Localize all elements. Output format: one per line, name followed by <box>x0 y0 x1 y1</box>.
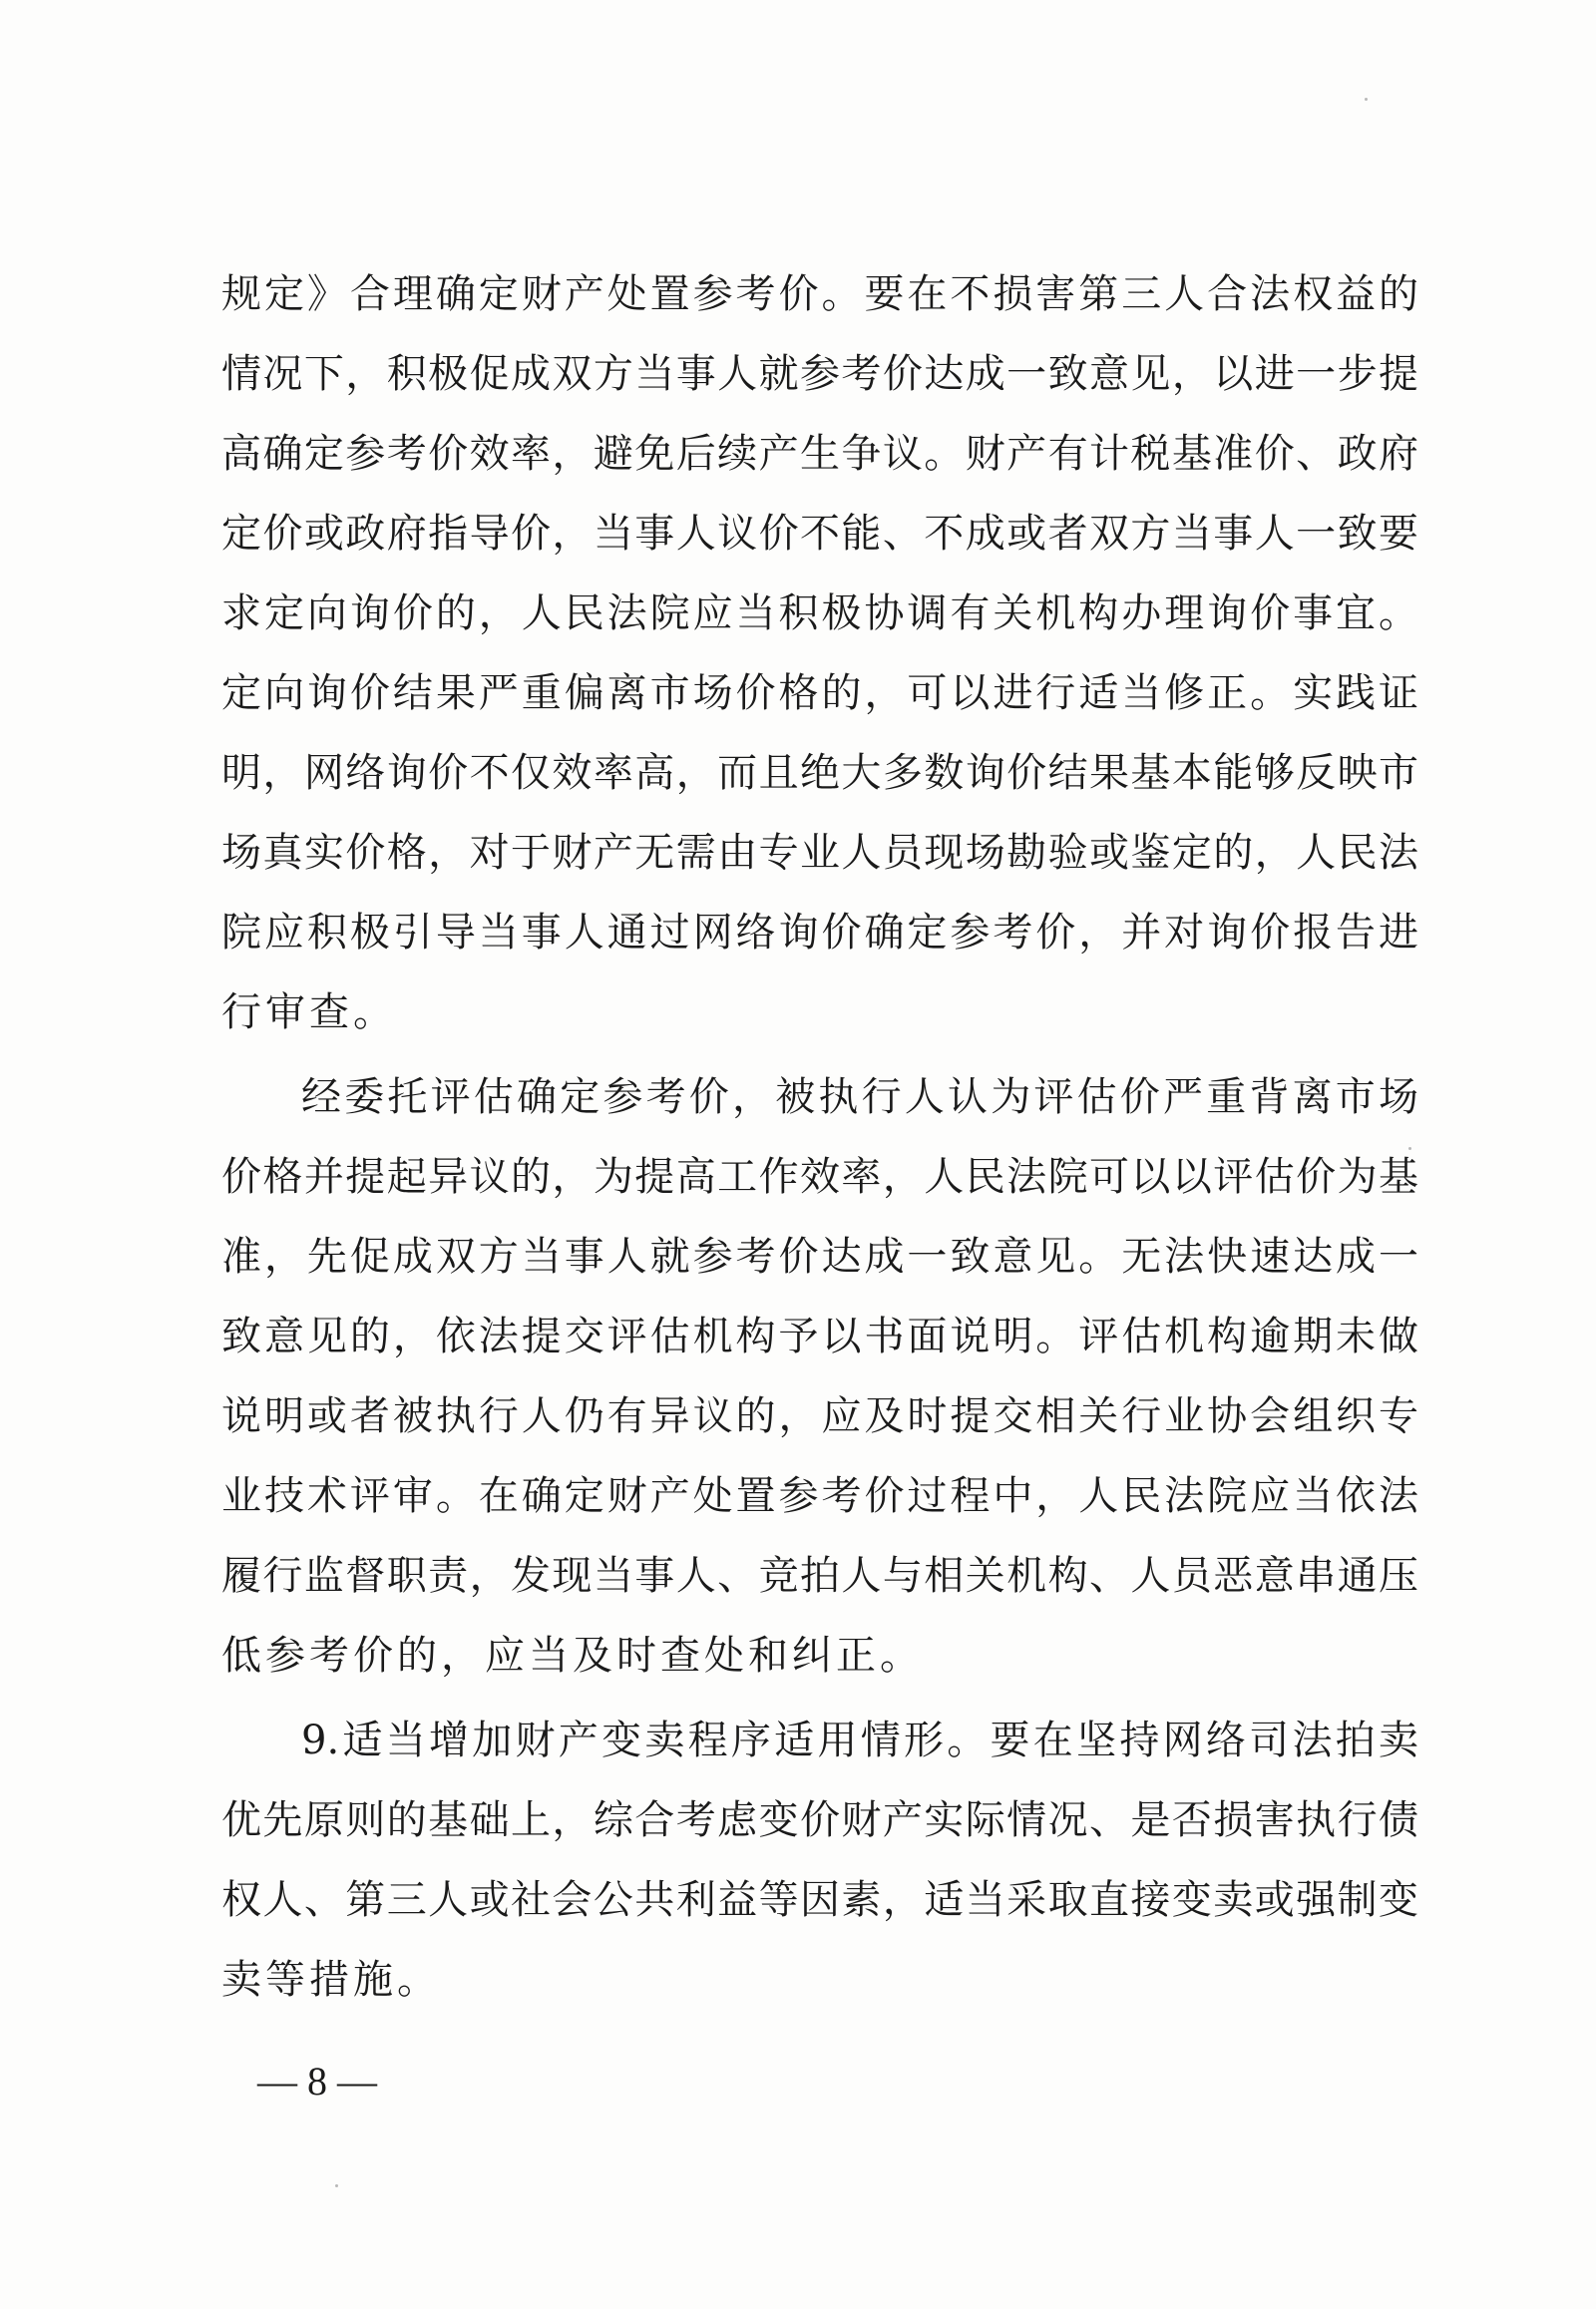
text-line: 权人、第三人或社会公共利益等因素，适当采取直接变卖或强制变 <box>221 1877 1418 1923</box>
text-line: 明，网络询价不仅效率高，而且绝大多数询价结果基本能够反映市 <box>221 750 1418 796</box>
text-line: 价格并提起异议的，为提高工作效率，人民法院可以以评估价为基 <box>221 1154 1418 1200</box>
text-line: 场真实价格，对于财产无需由专业人员现场勘验或鉴定的，人民法 <box>221 830 1418 876</box>
text-line: 履行监督职责，发现当事人、竞拍人与相关机构、人员恶意串通压 <box>221 1553 1418 1599</box>
text-line: 说明或者被执行人仍有异议的，应及时提交相关行业协会组织专 <box>221 1393 1418 1439</box>
text-line: 高确定参考价效率，避免后续产生争议。财产有计税基准价、政府 <box>221 431 1418 477</box>
text-line: 规定》合理确定财产处置参考价。要在不损害第三人合法权益的 <box>221 271 1418 317</box>
text-line: 优先原则的基础上，综合考虑变价财产实际情况、是否损害执行债 <box>221 1797 1418 1843</box>
scan-speck <box>1365 98 1368 101</box>
scan-speck <box>1408 1147 1411 1150</box>
paragraph-first-line: 经委托评估确定参考价，被执行人认为评估价严重背离市场 <box>301 1074 1418 1120</box>
text-line: 定向询价结果严重偏离市场价格的，可以进行适当修正。实践证 <box>221 670 1418 716</box>
text-line: 低参考价的，应当及时查处和纠正。 <box>221 1633 924 1679</box>
text-line: 院应积极引导当事人通过网络询价确定参考价，并对询价报告进 <box>221 910 1418 956</box>
text-line: 求定向询价的，人民法院应当积极协调有关机构办理询价事宜。 <box>221 590 1418 636</box>
page-number: — 8 — <box>257 2059 377 2104</box>
scan-speck <box>335 2184 338 2187</box>
text-line: 行审查。 <box>221 989 397 1035</box>
text-line: 致意见的，依法提交评估机构予以书面说明。评估机构逾期未做 <box>221 1314 1418 1359</box>
text-line: 业技术评审。在确定财产处置参考价过程中，人民法院应当依法 <box>221 1473 1418 1519</box>
text-line: 情况下，积极促成双方当事人就参考价达成一致意见，以进一步提 <box>221 351 1418 397</box>
text-line: 定价或政府指导价，当事人议价不能、不成或者双方当事人一致要 <box>221 511 1418 557</box>
text-line: 卖等措施。 <box>221 1957 441 2003</box>
text-line: 准，先促成双方当事人就参考价达成一致意见。无法快速达成一 <box>221 1234 1418 1280</box>
paragraph-first-line: 9.适当增加财产变卖程序适用情形。要在坚持网络司法拍卖 <box>301 1718 1418 1763</box>
